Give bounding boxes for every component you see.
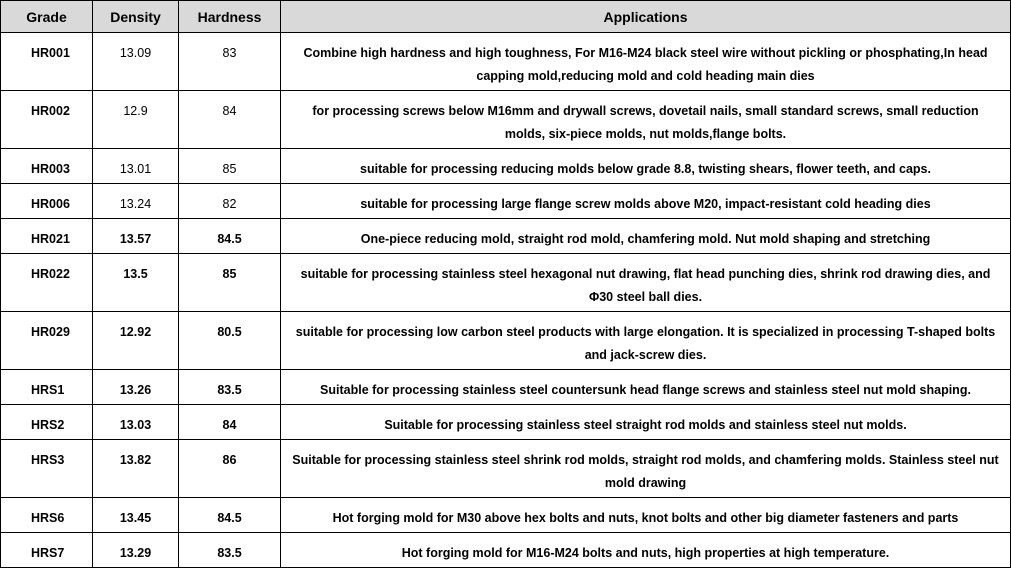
hardness-cell: 85 xyxy=(179,149,281,184)
hardness-cell: 84.5 xyxy=(179,219,281,254)
grade-cell: HR001 xyxy=(1,33,93,91)
table-row xyxy=(1,533,1011,568)
application-cell: suitable for processing large flange screw molds above M20, impact-resistant cold heading dies xyxy=(281,184,1011,219)
hardness-cell: 84 xyxy=(179,405,281,440)
grade-cell: HRS1 xyxy=(1,370,93,405)
header-grade: Grade xyxy=(1,1,93,33)
grade-cell: HRS6 xyxy=(1,498,93,533)
density-cell: 13.5 xyxy=(93,254,179,312)
application-cell: Suitable for processing stainless steel straight rod molds and stainless steel nut molds. xyxy=(281,405,1011,440)
table-row xyxy=(1,219,1011,254)
table-row xyxy=(1,254,1011,312)
density-cell: 13.09 xyxy=(93,33,179,91)
table-row xyxy=(1,33,1011,91)
table-row xyxy=(1,149,1011,184)
header-density: Density xyxy=(93,1,179,33)
grade-cell: HR022 xyxy=(1,254,93,312)
grade-cell: HRS3 xyxy=(1,440,93,498)
hardness-cell: 83 xyxy=(179,33,281,91)
application-cell: Suitable for processing stainless steel shrink rod molds, straight rod molds, and chamfering molds. Stainless steel nut mold drawing xyxy=(281,440,1011,498)
density-cell: 13.82 xyxy=(93,440,179,498)
table-row xyxy=(1,440,1011,498)
density-cell: 13.03 xyxy=(93,405,179,440)
hardness-cell: 83.5 xyxy=(179,370,281,405)
application-cell: Combine high hardness and high toughness, For M16-M24 black steel wire without pickling or phosphating,In head capping mold,reducing mold and cold heading main dies xyxy=(281,33,1011,91)
hardness-cell: 80.5 xyxy=(179,312,281,370)
table-row xyxy=(1,91,1011,149)
header-hardness: Hardness xyxy=(179,1,281,33)
grade-cell: HR021 xyxy=(1,219,93,254)
application-cell: for processing screws below M16mm and drywall screws, dovetail nails, small standard screws, small reduction molds, six-piece molds, nut molds,flange bolts. xyxy=(281,91,1011,149)
grade-cell: HRS7 xyxy=(1,533,93,568)
hardness-cell: 83.5 xyxy=(179,533,281,568)
hardness-cell: 85 xyxy=(179,254,281,312)
density-cell: 12.92 xyxy=(93,312,179,370)
density-cell: 13.45 xyxy=(93,498,179,533)
hardness-cell: 82 xyxy=(179,184,281,219)
application-cell: Hot forging mold for M30 above hex bolts and nuts, knot bolts and other big diameter fasteners and parts xyxy=(281,498,1011,533)
hardness-cell: 84 xyxy=(179,91,281,149)
grade-cell: HR002 xyxy=(1,91,93,149)
grade-cell: HR006 xyxy=(1,184,93,219)
table-row xyxy=(1,312,1011,370)
grade-cell: HR029 xyxy=(1,312,93,370)
application-cell: suitable for processing stainless steel hexagonal nut drawing, flat head punching dies, shrink rod drawing dies, and Φ30 steel ball dies. xyxy=(281,254,1011,312)
application-cell: Suitable for processing stainless steel countersunk head flange screws and stainless steel nut mold shaping. xyxy=(281,370,1011,405)
grade-cell: HRS2 xyxy=(1,405,93,440)
density-cell: 13.57 xyxy=(93,219,179,254)
table-row xyxy=(1,498,1011,533)
grade-cell: HR003 xyxy=(1,149,93,184)
density-cell: 13.01 xyxy=(93,149,179,184)
density-cell: 13.29 xyxy=(93,533,179,568)
table-row xyxy=(1,405,1011,440)
density-cell: 13.24 xyxy=(93,184,179,219)
density-cell: 12.9 xyxy=(93,91,179,149)
density-cell: 13.26 xyxy=(93,370,179,405)
hardness-cell: 86 xyxy=(179,440,281,498)
application-cell: One-piece reducing mold, straight rod mold, chamfering mold. Nut mold shaping and stretching xyxy=(281,219,1011,254)
application-cell: suitable for processing reducing molds below grade 8.8, twisting shears, flower teeth, and caps. xyxy=(281,149,1011,184)
table-row xyxy=(1,184,1011,219)
application-cell: suitable for processing low carbon steel products with large elongation. It is specialized in processing T-shaped bolts and jack-screw dies. xyxy=(281,312,1011,370)
header-row xyxy=(1,1,1011,33)
header-applications: Applications xyxy=(281,1,1011,33)
application-cell: Hot forging mold for M16-M24 bolts and nuts, high properties at high temperature. xyxy=(281,533,1011,568)
table-row xyxy=(1,370,1011,405)
hardness-cell: 84.5 xyxy=(179,498,281,533)
